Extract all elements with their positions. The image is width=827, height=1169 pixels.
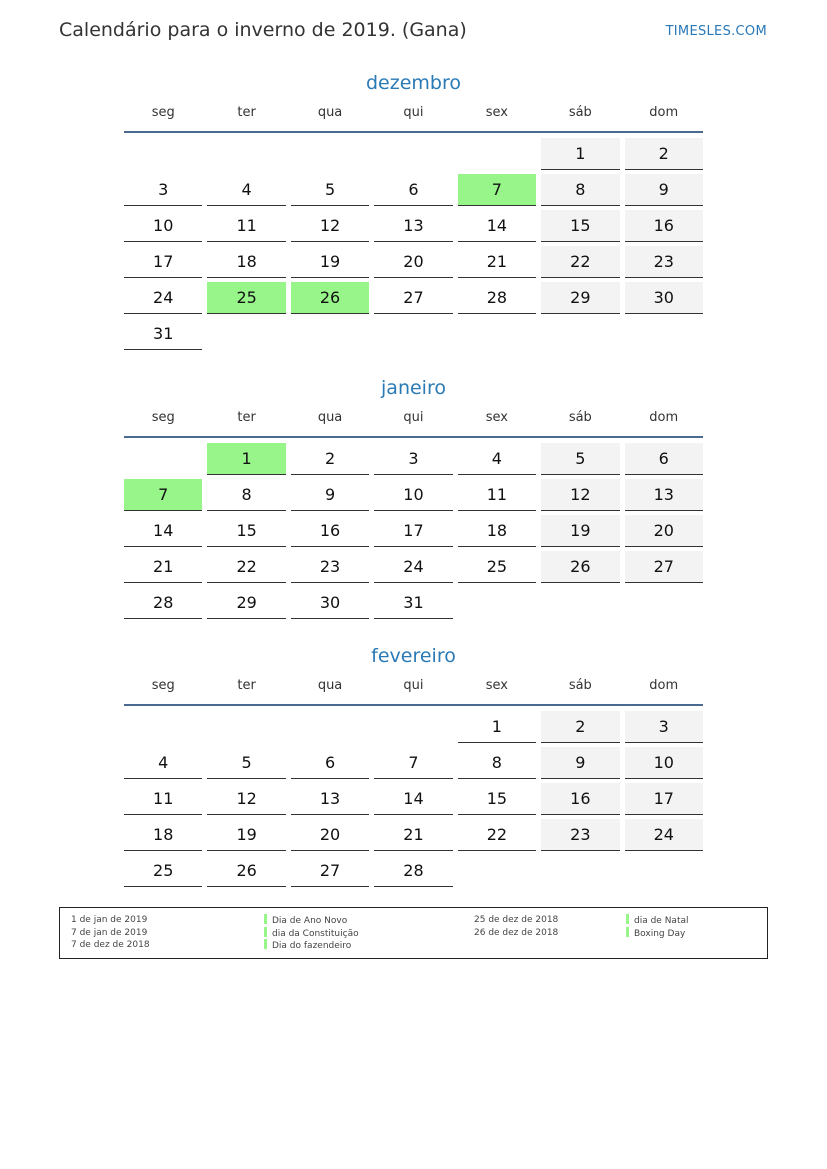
empty-cell <box>625 318 703 350</box>
day-cell[interactable]: 27 <box>291 855 369 887</box>
weekday-label: sex <box>485 678 509 693</box>
week-row <box>124 551 703 583</box>
weekday-label: sex <box>485 410 509 425</box>
day-cell[interactable]: 24 <box>124 282 202 314</box>
day-cell[interactable]: 1 <box>458 711 536 743</box>
weekday-label: qui <box>403 410 424 425</box>
weekday-label: qui <box>403 678 424 693</box>
day-cell[interactable]: 3 <box>124 174 202 206</box>
day-cell[interactable]: 28 <box>458 282 536 314</box>
day-cell[interactable]: 23 <box>625 246 703 278</box>
holiday-day-cell[interactable]: 7 <box>458 174 536 206</box>
holiday-color-swatch <box>264 914 267 924</box>
day-cell[interactable]: 6 <box>625 443 703 475</box>
empty-cell <box>458 318 536 350</box>
day-cell[interactable]: 5 <box>541 443 619 475</box>
day-cell[interactable]: 10 <box>124 210 202 242</box>
legend-right-names <box>626 914 689 939</box>
day-cell[interactable]: 16 <box>625 210 703 242</box>
day-cell[interactable]: 22 <box>207 551 285 583</box>
day-cell[interactable]: 17 <box>625 783 703 815</box>
day-cell[interactable]: 10 <box>625 747 703 779</box>
day-cell[interactable]: 26 <box>207 855 285 887</box>
day-cell[interactable]: 25 <box>458 551 536 583</box>
legend-date: 1 de jan de 2019 <box>71 915 148 925</box>
page-title: Calendário para o inverno de 2019. (Gana) <box>59 19 467 41</box>
day-cell[interactable]: 4 <box>124 747 202 779</box>
day-cell[interactable]: 19 <box>541 515 619 547</box>
day-cell[interactable]: 24 <box>374 551 452 583</box>
legend-left-dates <box>71 914 150 952</box>
legend-holiday-name: Boxing Day <box>634 928 686 939</box>
empty-cell <box>541 587 619 619</box>
day-cell[interactable]: 14 <box>374 783 452 815</box>
weekday-label: dom <box>649 410 679 425</box>
weekday-label: seg <box>151 105 175 120</box>
month-february <box>124 643 703 891</box>
day-cell[interactable]: 15 <box>458 783 536 815</box>
day-cell[interactable]: 23 <box>291 551 369 583</box>
legend-left-names <box>264 914 359 952</box>
week-row <box>124 819 703 851</box>
day-cell[interactable]: 8 <box>207 479 285 511</box>
legend-date: 26 de dez de 2018 <box>474 927 559 938</box>
weekday-label: ter <box>237 410 256 425</box>
day-cell[interactable]: 1 <box>541 138 619 170</box>
day-cell[interactable]: 21 <box>458 246 536 278</box>
day-cell[interactable]: 14 <box>458 210 536 242</box>
day-cell[interactable]: 26 <box>541 551 619 583</box>
legend-holiday-name: dia de Natal <box>634 916 689 926</box>
day-cell[interactable]: 11 <box>207 210 285 242</box>
day-cell[interactable]: 15 <box>541 210 619 242</box>
empty-cell <box>207 711 285 743</box>
month-title: fevereiro <box>371 645 456 667</box>
holiday-color-swatch <box>264 927 267 937</box>
day-cell[interactable]: 18 <box>207 246 285 278</box>
legend-right-dates <box>474 914 558 939</box>
day-cell[interactable]: 18 <box>124 819 202 851</box>
day-cell[interactable]: 22 <box>541 246 619 278</box>
month-title: janeiro <box>381 377 446 399</box>
day-cell[interactable]: 18 <box>458 515 536 547</box>
week-row <box>124 174 703 206</box>
day-cell[interactable]: 7 <box>374 747 452 779</box>
day-cell[interactable]: 20 <box>291 819 369 851</box>
week-row <box>124 711 703 743</box>
day-cell[interactable]: 11 <box>458 479 536 511</box>
holiday-legend <box>59 907 768 959</box>
week-row <box>124 783 703 815</box>
week-row <box>124 443 703 475</box>
empty-cell <box>625 855 703 887</box>
weekday-header <box>124 677 703 695</box>
day-cell[interactable]: 30 <box>291 587 369 619</box>
month-december <box>124 70 703 354</box>
day-cell[interactable]: 27 <box>374 282 452 314</box>
header-divider <box>124 436 703 438</box>
day-cell[interactable]: 3 <box>625 711 703 743</box>
day-cell[interactable]: 13 <box>291 783 369 815</box>
day-cell[interactable]: 31 <box>124 318 202 350</box>
day-cell[interactable]: 28 <box>124 587 202 619</box>
week-row <box>124 318 703 350</box>
day-cell[interactable]: 4 <box>458 443 536 475</box>
legend-holiday-name: Dia do fazendeiro <box>272 941 352 951</box>
day-cell[interactable]: 9 <box>291 479 369 511</box>
day-cell[interactable]: 13 <box>625 479 703 511</box>
holiday-color-swatch <box>626 914 629 924</box>
weekday-label: sáb <box>568 105 592 120</box>
empty-cell <box>124 711 202 743</box>
week-row <box>124 282 703 314</box>
day-cell[interactable]: 12 <box>291 210 369 242</box>
day-cell[interactable]: 2 <box>291 443 369 475</box>
empty-cell <box>291 711 369 743</box>
day-cell[interactable]: 29 <box>207 587 285 619</box>
day-cell[interactable]: 25 <box>124 855 202 887</box>
day-cell[interactable]: 9 <box>541 747 619 779</box>
day-cell[interactable]: 27 <box>625 551 703 583</box>
month-title: dezembro <box>366 72 461 94</box>
weekday-header <box>124 104 703 122</box>
empty-cell <box>458 587 536 619</box>
day-cell[interactable]: 31 <box>374 587 452 619</box>
empty-cell <box>625 587 703 619</box>
header-divider <box>124 704 703 706</box>
holiday-color-swatch <box>626 927 629 937</box>
day-cell[interactable]: 3 <box>374 443 452 475</box>
day-cell[interactable]: 19 <box>207 819 285 851</box>
empty-cell <box>291 138 369 170</box>
weekday-label: qua <box>317 678 343 693</box>
empty-cell <box>207 138 285 170</box>
weekday-label: seg <box>151 678 175 693</box>
weekday-label: sáb <box>568 678 592 693</box>
empty-cell <box>458 138 536 170</box>
day-cell[interactable]: 16 <box>541 783 619 815</box>
day-cell[interactable]: 10 <box>374 479 452 511</box>
day-cell[interactable]: 16 <box>291 515 369 547</box>
holiday-day-cell[interactable]: 7 <box>124 479 202 511</box>
week-row <box>124 138 703 170</box>
weekday-label: dom <box>649 105 679 120</box>
day-cell[interactable]: 14 <box>124 515 202 547</box>
empty-cell <box>207 318 285 350</box>
empty-cell <box>541 318 619 350</box>
weekday-label: qua <box>317 105 343 120</box>
weekday-label: ter <box>237 105 256 120</box>
week-row <box>124 210 703 242</box>
day-cell[interactable]: 13 <box>374 210 452 242</box>
weekday-label: sáb <box>568 410 592 425</box>
day-cell[interactable]: 2 <box>541 711 619 743</box>
empty-cell <box>458 855 536 887</box>
weekday-header <box>124 409 703 427</box>
day-cell[interactable]: 9 <box>625 174 703 206</box>
day-cell[interactable]: 5 <box>207 747 285 779</box>
empty-cell <box>291 318 369 350</box>
weekday-label: sex <box>485 105 509 120</box>
day-cell[interactable]: 28 <box>374 855 452 887</box>
day-cell[interactable]: 22 <box>458 819 536 851</box>
weekday-label: seg <box>151 410 175 425</box>
day-cell[interactable]: 19 <box>291 246 369 278</box>
weekday-label: ter <box>237 678 256 693</box>
week-row <box>124 587 703 619</box>
weekday-label: qui <box>403 105 424 120</box>
day-cell[interactable]: 8 <box>541 174 619 206</box>
week-row <box>124 855 703 887</box>
day-cell[interactable]: 2 <box>625 138 703 170</box>
holiday-day-cell[interactable]: 25 <box>207 282 285 314</box>
legend-date: 25 de dez de 2018 <box>474 915 559 925</box>
day-cell[interactable]: 15 <box>207 515 285 547</box>
holiday-day-cell[interactable]: 1 <box>207 443 285 475</box>
day-cell[interactable]: 21 <box>124 551 202 583</box>
weekday-label: qua <box>317 410 343 425</box>
header-divider <box>124 131 703 133</box>
legend-holiday-name: dia da Constituição <box>272 928 359 939</box>
brand-logo[interactable]: TIMESLES.COM <box>665 24 767 39</box>
day-cell[interactable]: 11 <box>124 783 202 815</box>
week-row <box>124 747 703 779</box>
day-cell[interactable]: 23 <box>541 819 619 851</box>
day-cell[interactable]: 17 <box>374 515 452 547</box>
week-row <box>124 515 703 547</box>
empty-cell <box>374 711 452 743</box>
legend-date: 7 de jan de 2019 <box>71 927 148 938</box>
month-january <box>124 375 703 623</box>
day-cell[interactable]: 5 <box>291 174 369 206</box>
week-row <box>124 246 703 278</box>
day-cell[interactable]: 24 <box>625 819 703 851</box>
day-cell[interactable]: 12 <box>207 783 285 815</box>
legend-holiday-name: Dia de Ano Novo <box>272 916 348 926</box>
empty-cell <box>541 855 619 887</box>
holiday-day-cell[interactable]: 26 <box>291 282 369 314</box>
day-cell[interactable]: 8 <box>458 747 536 779</box>
day-cell[interactable]: 29 <box>541 282 619 314</box>
day-cell[interactable]: 6 <box>374 174 452 206</box>
day-cell[interactable]: 21 <box>374 819 452 851</box>
empty-cell <box>374 138 452 170</box>
legend-date: 7 de dez de 2018 <box>71 940 150 950</box>
day-cell[interactable]: 20 <box>374 246 452 278</box>
week-row <box>124 479 703 511</box>
day-cell[interactable]: 4 <box>207 174 285 206</box>
day-cell[interactable]: 17 <box>124 246 202 278</box>
day-cell[interactable]: 20 <box>625 515 703 547</box>
empty-cell <box>124 443 202 475</box>
empty-cell <box>374 318 452 350</box>
day-cell[interactable]: 6 <box>291 747 369 779</box>
weekday-label: dom <box>649 678 679 693</box>
day-cell[interactable]: 30 <box>625 282 703 314</box>
holiday-color-swatch <box>264 939 267 949</box>
day-cell[interactable]: 12 <box>541 479 619 511</box>
empty-cell <box>124 138 202 170</box>
